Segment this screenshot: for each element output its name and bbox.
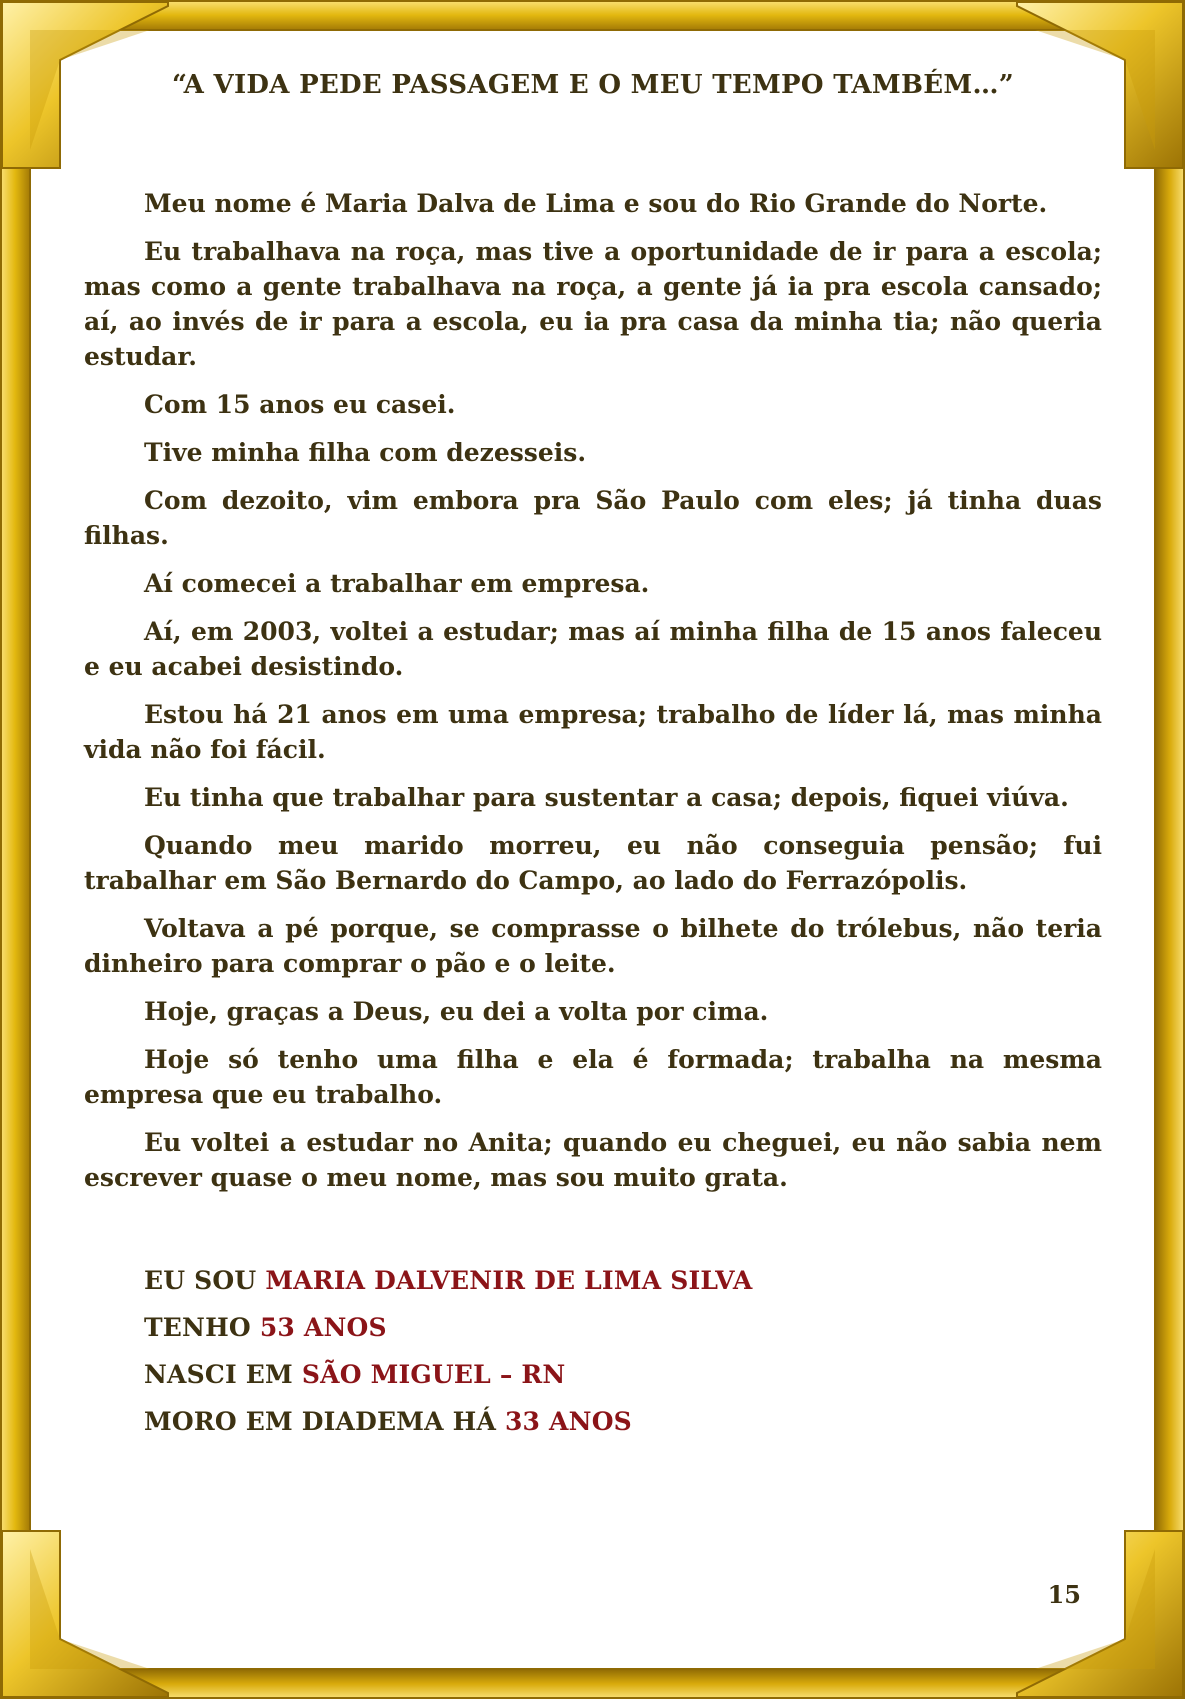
info-label: EU SOU — [144, 1266, 266, 1295]
info-value: 53 ANOS — [259, 1313, 387, 1342]
info-name — [144, 1263, 1102, 1298]
info-label: NASCI EM — [144, 1360, 302, 1389]
info-residence — [144, 1404, 1102, 1439]
paragraph: Estou há 21 anos em uma empresa; trabalho de líder lá, mas minha vida não foi fácil. — [84, 700, 1102, 764]
story-body — [84, 186, 1102, 1195]
page-content — [84, 60, 1102, 1451]
paragraph: Aí, em 2003, voltei a estudar; mas aí minha filha de 15 anos faleceu e eu acabei desistindo. — [84, 617, 1102, 681]
page-number: 15 — [1047, 1580, 1081, 1609]
paragraph: Meu nome é Maria Dalva de Lima e sou do Rio Grande do Norte. — [144, 189, 1048, 218]
paragraph: Com dezoito, vim embora pra São Paulo com eles; já tinha duas filhas. — [84, 486, 1102, 550]
paragraph: Aí comecei a trabalhar em empresa. — [144, 569, 650, 598]
author-info — [84, 1263, 1102, 1439]
info-label: MORO EM DIADEMA HÁ — [144, 1407, 505, 1436]
info-value: 33 ANOS — [504, 1407, 632, 1436]
paragraph: Hoje só tenho uma filha e ela é formada; trabalha na mesma empresa que eu trabalho. — [84, 1045, 1102, 1109]
paragraph: Voltava a pé porque, se comprasse o bilhete do trólebus, não teria dinheiro para comprar o pão e o leite. — [84, 914, 1102, 978]
info-label: TENHO — [144, 1313, 260, 1342]
info-birthplace — [144, 1357, 1102, 1392]
paragraph: Hoje, graças a Deus, eu dei a volta por cima. — [144, 997, 769, 1026]
paragraph: Tive minha filha com dezesseis. — [144, 438, 587, 467]
info-value: SÃO MIGUEL – RN — [301, 1360, 566, 1389]
paragraph: Com 15 anos eu casei. — [144, 390, 456, 419]
info-age — [144, 1310, 1102, 1345]
paragraph: Quando meu marido morreu, eu não conseguia pensão; fui trabalhar em São Bernardo do Campo, ao lado do Ferrazópolis. — [84, 831, 1102, 895]
paragraph: Eu tinha que trabalhar para sustentar a casa; depois, fiquei viúva. — [144, 783, 1069, 812]
info-value: MARIA DALVENIR DE LIMA SILVA — [265, 1266, 753, 1295]
paragraph: Eu trabalhava na roça, mas tive a oportunidade de ir para a escola; mas como a gente trabalhava na roça, a gente já ia pra escola cansado; aí, ao invés de ir para a escola, eu ia pra casa da minha tia; não queria estudar. — [84, 237, 1102, 371]
paragraph: Eu voltei a estudar no Anita; quando eu cheguei, eu não sabia nem escrever quase o meu nome, mas sou muito grata. — [84, 1128, 1102, 1192]
page-title: “A VIDA PEDE PASSAGEM E O MEU TEMPO TAMBÉM…” — [171, 70, 1015, 100]
